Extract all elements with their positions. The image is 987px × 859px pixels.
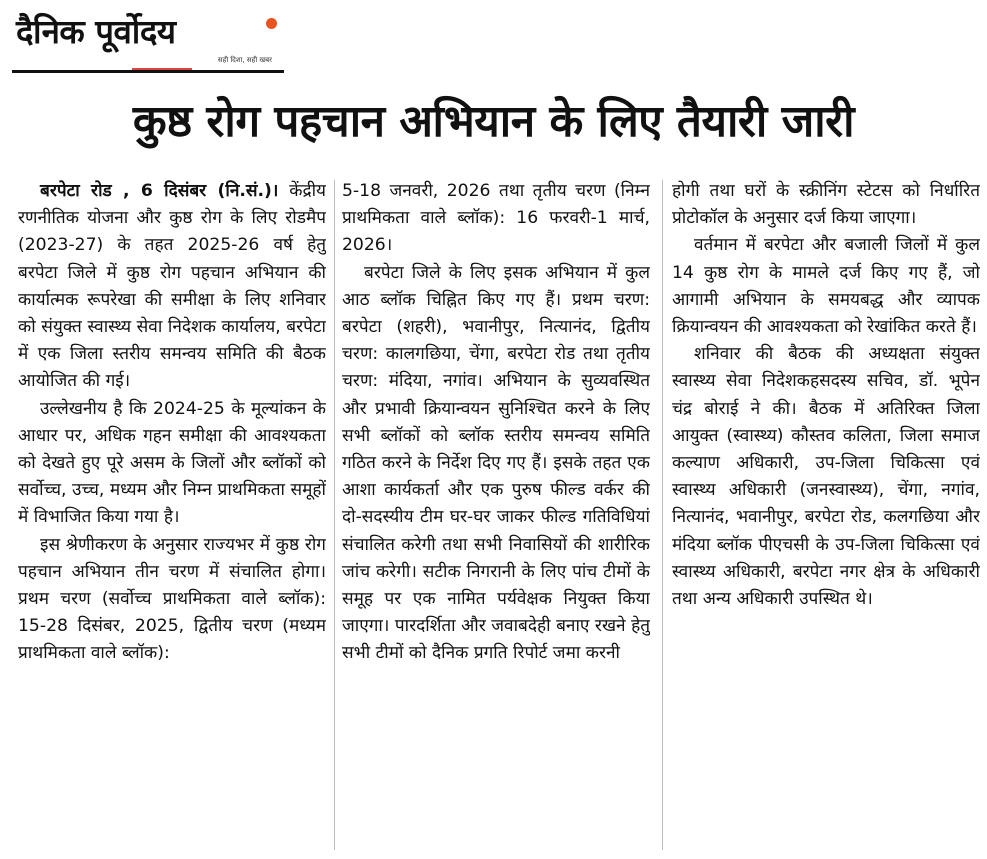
paragraph-text: केंद्रीय रणनीतिक योजना और कुष्ठ रोग के लिए रोडमैप (2023-27) के तहत 2025-26 वर्ष हेतु बरपेटा जिले में कुष्ठ रोग पहचान अभियान की कार्यात्मक रूपरेखा की समीक्षा के लिए शनिवार को संयुक्त स्वास्थ्य सेवा निदेशक कार्यालय, बरपेटा में एक जिला स्तरीय समन्वय समिति की बैठक आयोजित की गई। <box>18 181 326 392</box>
column-divider <box>662 180 663 850</box>
dateline: बरपेटा रोड , 6 दिसंबर (नि.सं.)। <box>40 181 279 201</box>
article-paragraph: शनिवार की बैठक की अध्यक्षता संयुक्त स्वास्थ्य सेवा निदेशकहसदस्य सचिव, डॉ. भूपेन चंद्र बोराई ने की। बैठक में अतिरिक्त जिला आयुक्त (स्वास्थ्य) कौस्तव कलिता, जिला समाज कल्याण अधिकारी, उप-जिला चिकित्सा एवं स्वास्थ्य अधिकारी (जनस्वास्थ्य), चेंगा, नगांव, नित्यानंद, भवानीपुर, बरपेटा रोड, कलगछिया और मंदिया ब्लॉक पीएचसी के उप-जिला चिकित्सा एवं स्वास्थ्य अधिकारी, बरपेटा नगर क्षेत्र के अधिकारी तथा अन्य अधिकारी उपस्थित थे। <box>672 344 980 610</box>
column-divider <box>334 180 335 850</box>
article-column-2 <box>342 178 650 854</box>
masthead-rule <box>12 70 284 73</box>
article-paragraph <box>18 178 326 396</box>
article-column-1 <box>18 178 326 854</box>
masthead <box>12 8 284 72</box>
article-paragraph: वर्तमान में बरपेटा और बजाली जिलों में कुल 14 कुष्ठ रोग के मामले दर्ज किए गए हैं, जो आगामी अभियान के समयबद्ध और व्यापक क्रियान्वयन की आवश्यकता को रेखांकित करते हैं। <box>672 235 980 338</box>
article-paragraph: 5-18 जनवरी, 2026 तथा तृतीय चरण (निम्न प्राथमिकता वाले ब्लॉक): 16 फरवरी-1 मार्च, 2026। <box>342 181 650 256</box>
article-paragraph: इस श्रेणीकरण के अनुसार राज्यभर में कुष्ठ रोग पहचान अभियान तीन चरण में संचालित होगा। प्रथम चरण (सर्वोच्च प्राथमिकता वाले ब्लॉक): 15-28 दिसंबर, 2025, द्वितीय चरण (मध्यम प्राथमिकता वाले ब्लॉक): <box>18 534 326 664</box>
article-paragraph: उल्लेखनीय है कि 2024-25 के मूल्यांकन के आधार पर, अधिक गहन समीक्षा की आवश्यकता को देखते हुए पूरे असम के जिलों और ब्लॉकों को सर्वोच्च, उच्च, मध्यम और निम्न प्राथमिकता समूहों में विभाजित किया गया है। <box>18 398 326 528</box>
article-column-3 <box>672 178 980 854</box>
article-headline: कुष्ठ रोग पहचान अभियान के लिए तैयारी जारी <box>132 96 855 147</box>
article-paragraph: बरपेटा जिले के लिए इसक अभियान में कुल आठ ब्लॉक चिह्नित किए गए हैं। प्रथम चरण: बरपेटा (शहरी), भवानीपुर, नित्यानंद, द्वितीय चरण: कालगछिया, चेंगा, बरपेटा रोड तथा तृतीय चरण: मंदिया, नगांव। अभियान के सुव्यवस्थित और प्रभावी क्रियान्वयन सुनिश्चित करने के लिए सभी ब्लॉकों को ब्लॉक स्तरीय समन्वय समिति गठित करने के निर्देश दिए गए हैं। इसके तहत एक आशा कार्यकर्ता और एक पुरुष फील्ड वर्कर की दो-सदस्यीय टीम घर-घर जाकर फील्ड गतिविधियां संचालित करेगी तथा सभी निवासियों की शारीरिक जांच करेगी। सटीक निगरानी के लिए पांच टीमों के समूह पर एक नामित पर्यवेक्षक नियुक्त किया जाएगा। पारदर्शिता और जवाबदेही बनाए रखने हेतु सभी टीमों को दैनिक प्रगति रिपोर्ट जमा करनी <box>342 262 650 664</box>
article-paragraph: होगी तथा घरों के स्क्रीनिंग स्टेटस को निर्धारित प्रोटोकॉल के अनुसार दर्ज किया जाएगा। <box>672 181 980 229</box>
sun-icon <box>266 18 277 29</box>
newspaper-tagline: सही दिशा, सही खबर <box>217 56 272 64</box>
newspaper-name: दैनिक पूर्वोदय <box>16 12 176 51</box>
